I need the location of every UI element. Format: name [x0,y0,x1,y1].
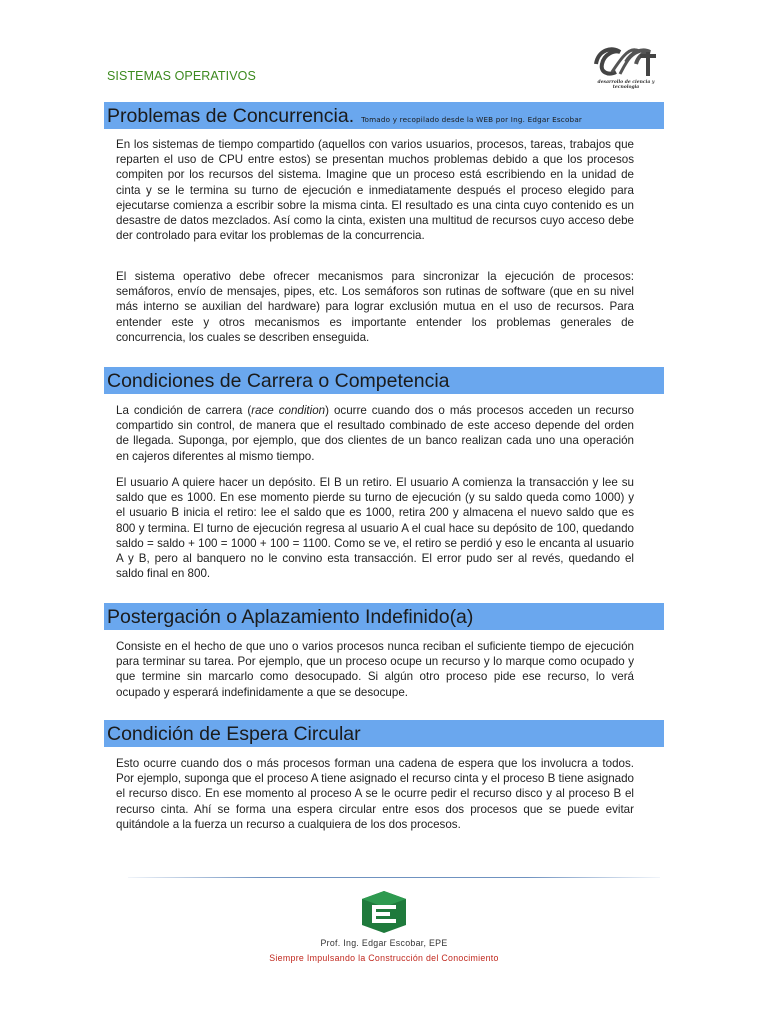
paragraph [116,403,634,464]
footer-author: Prof. Ing. Edgar Escobar, EPE [320,938,448,948]
race-condition-term: race condition [251,404,326,417]
section-title: Condiciones de Carrera o Competencia [107,370,450,392]
page-header-title: SISTEMAS OPERATIVOS [107,69,256,83]
paragraph-text: ) ocurre cuando dos o más procesos acceden un recurso compartido sin control, de manera que el resultado combinado de este acceso depende del orden de llegada. Suponga, por ejemplo, que dos clientes de un banco realizan cada uno una operación en cajeros diferentes al mismo tiempo. [116,404,634,463]
footer-divider [128,877,660,878]
footer-tagline: Siempre Impulsando la Construcción del Conocimiento [269,953,499,963]
logo-caption: desarrollo de ciencia y tecnologia [597,80,655,90]
paragraph-text: La condición de carrera ( [116,404,252,417]
section-heading-bar-postergacion [104,603,664,630]
epe-logo-icon [362,891,406,933]
paragraph: Esto ocurre cuando dos o más procesos forman una cadena de espera que los involucra a todos. Por ejemplo, suponga que el proceso A tiene asignado el recurso cinta y el proceso B tiene asignado el recurso disco. En ese momento al proceso A se le ocurre pedir el recurso disco y al proceso B el recurso cinta. Ahí se forma una espera circular entre esos dos procesos que se puede evitar quitándole a la fuerza un recurso a cualquiera de los dos procesos. [116,757,634,831]
paragraph: Consiste en el hecho de que uno o varios procesos nunca reciban el suficiente tiempo de ejecución para terminar su tarea. Por ejemplo, que un proceso ocupe un recurso y lo marque como ocupado y que termine sin marcarlo como desocupado. Si algún otro proceso pide ese recurso, lo verá ocupado y esperará indefinidamente a que se desocupe. [116,640,634,699]
section-title: Problemas de Concurrencia. [107,105,355,127]
section-subtitle: Tomado y recopilado desde la WEB por Ing. Edgar Escobar [361,115,583,124]
section-heading-bar-espera-circular [104,720,664,747]
paragraph: El sistema operativo debe ofrecer mecanismos para sincronizar la ejecución de procesos: semáforos, envío de mensajes, pipes, etc. Los semáforos son rutinas de software (que en su nivel más interno se auxilian del hardware) para lograr exclusión mutua en el uso de recursos. Para entender este y otros mecanismos es importante entender los problemas generales de concurrencia, los cuales se describen enseguida. [116,270,634,344]
section-title: Condición de Espera Circular [107,723,361,745]
section-heading-bar-carrera [104,367,664,394]
section-heading-bar-concurrencia [104,102,664,129]
section-title: Postergación o Aplazamiento Indefinido(a) [107,606,474,628]
paragraph: El usuario A quiere hacer un depósito. El B un retiro. El usuario A comienza la transacción y lee su saldo que es 1000. En ese momento pierde su turno de ejecución (y su saldo queda como 1000) y el usuario B inicia el retiro: lee el saldo que es 1000, retira 200 y almacena el nuevo saldo que es 800 y termina. El turno de ejecución regresa al usuario A el cual hace su depósito de 100, quedando saldo = saldo + 100 = 1000 + 100 = 1100. Como se ve, el retiro se perdió y eso le encanta al usuario A y B, pero al banquero no le convino esta transacción. El error pudo ser al revés, quedando el saldo final en 800. [116,476,634,581]
paragraph: En los sistemas de tiempo compartido (aquellos con varios usuarios, procesos, tareas, trabajos que reparten el uso de CPU entre estos) se presentan muchos problemas debido a que los procesos compiten por los recursos del sistema. Imagine que un proceso está escribiendo en la unidad de cinta y se le termina su turno de ejecución e inmediatamente después el proceso elegido para ejecutarse comienza a escribir sobre la misma cinta. El resultado es una cinta cuyo contenido es un desastre de datos mezclados. Así como la cinta, existen una multitud de recursos cuyo acceso debe der controlado para evitar los problemas de la concurrencia. [116,138,634,243]
